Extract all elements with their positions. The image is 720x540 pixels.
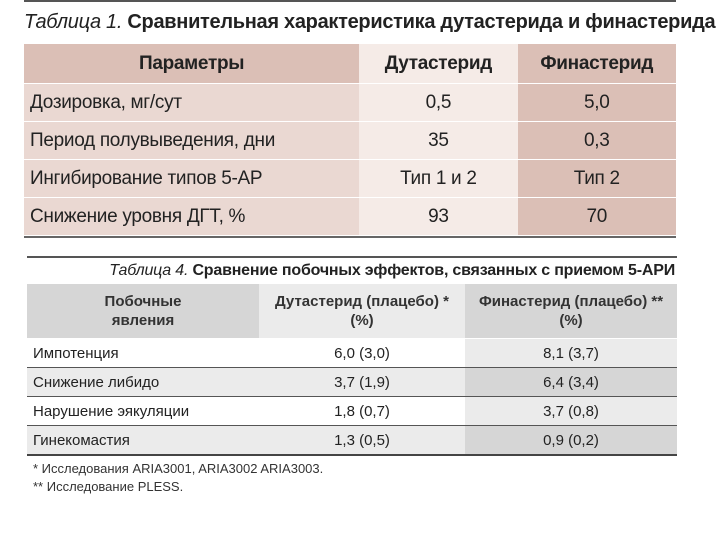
table4-cell: Нарушение эякуляции xyxy=(27,397,259,426)
table4-block xyxy=(27,256,677,496)
table1-header-cell: Параметры xyxy=(24,44,359,84)
table1-header-cell: Финастерид xyxy=(518,44,677,84)
table-row xyxy=(24,160,676,198)
footnote: ** Исследование PLESS. xyxy=(33,479,184,494)
table-row xyxy=(27,426,677,456)
table4-cell: 1,3 (0,5) xyxy=(259,426,465,456)
table4-cell: 3,7 (1,9) xyxy=(259,368,465,397)
table-row xyxy=(27,368,677,397)
table1-block xyxy=(24,0,716,238)
table1-caption-label: Таблица 1. xyxy=(24,11,123,33)
table1-header-row xyxy=(24,44,676,84)
table1-cell: 93 xyxy=(359,198,517,236)
table4-header-cell xyxy=(465,284,677,339)
table1-cell: 70 xyxy=(518,198,677,236)
footnote: * Исследования ARIA3001, ARIA3002 ARIA3003. xyxy=(33,461,324,476)
table1-cell: 5,0 xyxy=(518,84,677,122)
table4-header-line: явления xyxy=(111,312,175,329)
table1-cell: 0,5 xyxy=(359,84,517,122)
table-row xyxy=(24,122,676,160)
table4-header-line: (%) xyxy=(350,312,374,329)
table1-cell: 35 xyxy=(359,122,517,160)
table4-cell: 0,9 (0,2) xyxy=(465,426,677,456)
table-row xyxy=(24,84,676,122)
table-row xyxy=(24,198,676,236)
table4-cell: 3,7 (0,8) xyxy=(465,397,677,426)
table4-cell: 6,0 (3,0) xyxy=(259,339,465,368)
table1-cell: Период полувыведения, дни xyxy=(24,122,359,160)
table4-header-line: Финастерид (плацебо) ** xyxy=(478,293,664,310)
table4-caption xyxy=(27,256,677,284)
table-row xyxy=(27,397,677,426)
table-row xyxy=(27,339,677,368)
table1-cell: 0,3 xyxy=(518,122,677,160)
table1-cell: Снижение уровня ДГТ, % xyxy=(24,198,359,236)
table1-cell: Дозировка, мг/сут xyxy=(24,84,359,122)
table1-header-cell: Дутастерид xyxy=(359,44,517,84)
table4-cell: 1,8 (0,7) xyxy=(259,397,465,426)
table1-cell: Ингибирование типов 5-АР xyxy=(24,160,359,198)
table1-caption xyxy=(24,0,716,44)
table1-caption-title: Сравнительная характеристика дутастерида и финастерида xyxy=(127,11,716,33)
table1 xyxy=(24,44,676,236)
table4-header-line: (%) xyxy=(559,312,583,329)
table4-header-row xyxy=(27,284,677,339)
table4-caption-title: Сравнение побочных эффектов, связанных с приемом 5-АРИ xyxy=(192,262,675,279)
table1-bottom-rule xyxy=(24,236,676,238)
table4-header-line: Побочные xyxy=(104,293,182,310)
table4-header-cell xyxy=(27,284,259,339)
table4-header-cell xyxy=(259,284,465,339)
table4-cell: Гинекомастия xyxy=(27,426,259,456)
table4-cell: 6,4 (3,4) xyxy=(465,368,677,397)
table1-cell: Тип 2 xyxy=(518,160,677,198)
table4-cell: Импотенция xyxy=(27,339,259,368)
table4-caption-label: Таблица 4. xyxy=(109,262,189,279)
table4-cell: Снижение либидо xyxy=(27,368,259,397)
table1-cell: Тип 1 и 2 xyxy=(359,160,517,198)
table4 xyxy=(27,284,677,456)
table4-footnotes xyxy=(27,460,677,496)
table4-header-line: Дутастерид (плацебо) * xyxy=(275,293,449,310)
table4-cell: 8,1 (3,7) xyxy=(465,339,677,368)
